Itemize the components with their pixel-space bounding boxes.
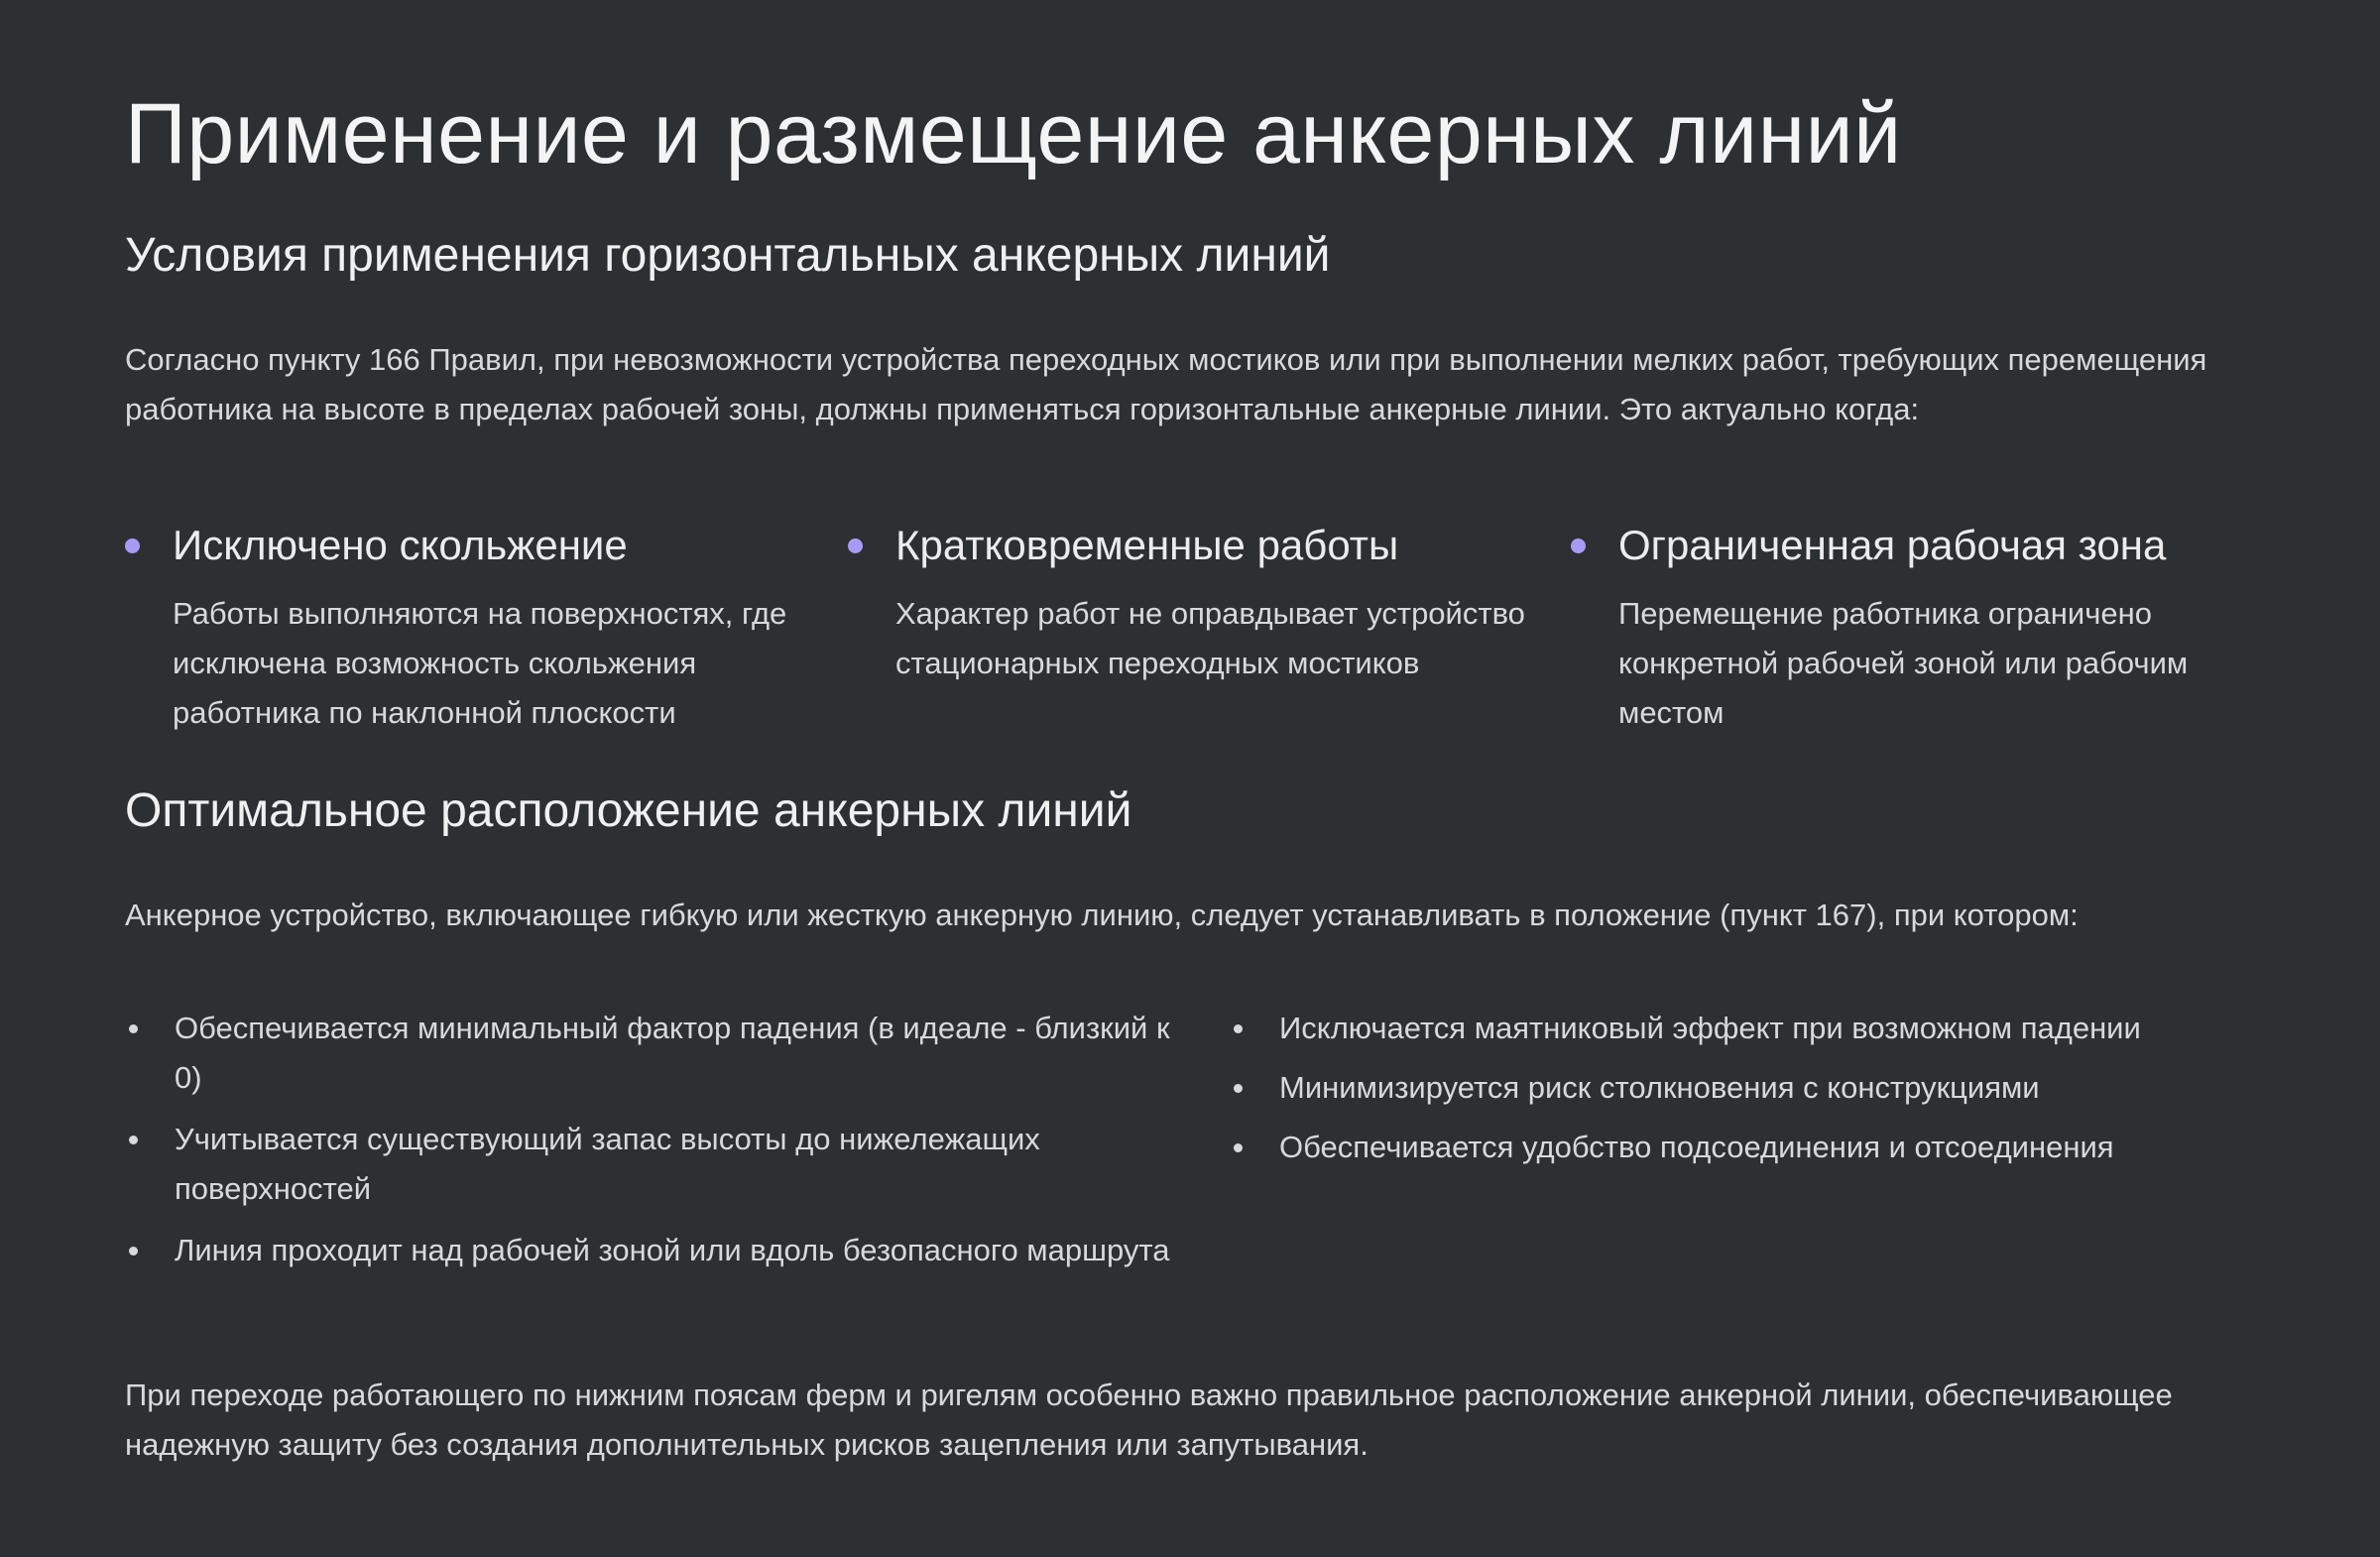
bullet-dot-icon <box>1571 539 1586 553</box>
feature-description: Работы выполняются на поверхностях, где исключена возможность скольжения работника по наклонной плоскости <box>173 596 787 730</box>
bullet-icon <box>129 1247 138 1256</box>
conditions-intro-paragraph: Согласно пункту 166 Правил, при невозможности устройства переходных мостиков или при выполнении мелких работ, требующих перемещения работника на высоте в пределах рабочей зоны, должны применяться горизонтальные анкерные линии. Это актуально когда: <box>125 342 2207 426</box>
placement-list-left <box>125 1004 1176 1287</box>
list-item <box>125 1115 1176 1214</box>
list-item <box>1230 1004 2320 1053</box>
bullet-icon <box>1234 1084 1243 1093</box>
list-item-text: Обеспечивается минимальный фактор падения (в идеале - близкий к 0) <box>175 1011 1170 1095</box>
placement-intro-paragraph: Анкерное устройство, включающее гибкую или жесткую анкерную линию, следует устанавливать в положение (пункт 167), при котором: <box>125 898 2079 932</box>
list-item <box>1230 1123 2320 1172</box>
closing-paragraph: При переходе работающего по нижним поясам ферм и ригелям особенно важно правильное расположение анкерной линии, обеспечивающее надежную защиту без создания дополнительных рисков зацепления или запутывания. <box>125 1377 2173 1462</box>
bullet-icon <box>1234 1143 1243 1152</box>
section-heading-placement: Оптимальное расположение анкерных линий <box>125 784 1132 837</box>
feature-title: Ограниченная рабочая зона <box>1618 522 2167 568</box>
list-item-text: Учитывается существующий запас высоты до нижележащих поверхностей <box>175 1122 1040 1206</box>
feature-description: Перемещение работника ограничено конкретной рабочей зоной или рабочим местом <box>1618 596 2189 730</box>
feature-title: Кратковременные работы <box>895 522 1399 568</box>
bullet-dot-icon <box>848 539 863 553</box>
list-item <box>1230 1063 2320 1113</box>
feature-description: Характер работ не оправдывает устройство стационарных переходных мостиков <box>895 596 1525 680</box>
list-item-text: Исключается маятниковый эффект при возможном падении <box>1279 1011 2141 1045</box>
list-item-text: Минимизируется риск столкновения с конструкциями <box>1279 1070 2040 1105</box>
feature-title: Исключено скольжение <box>173 522 628 568</box>
bullet-dot-icon <box>125 539 140 553</box>
list-item-text: Обеспечивается удобство подсоединения и отсоединения <box>1279 1130 2114 1164</box>
placement-list-right <box>1230 1004 2320 1182</box>
list-item-text: Линия проходит над рабочей зоной или вдоль безопасного маршрута <box>175 1233 1170 1267</box>
bullet-icon <box>129 1024 138 1033</box>
bullet-icon <box>129 1136 138 1144</box>
list-item <box>125 1226 1176 1275</box>
section-heading-conditions: Условия применения горизонтальных анкерных линий <box>125 229 1331 282</box>
page-title: Применение и размещение анкерных линий <box>125 86 1902 181</box>
bullet-icon <box>1234 1024 1243 1033</box>
list-item <box>125 1004 1176 1103</box>
